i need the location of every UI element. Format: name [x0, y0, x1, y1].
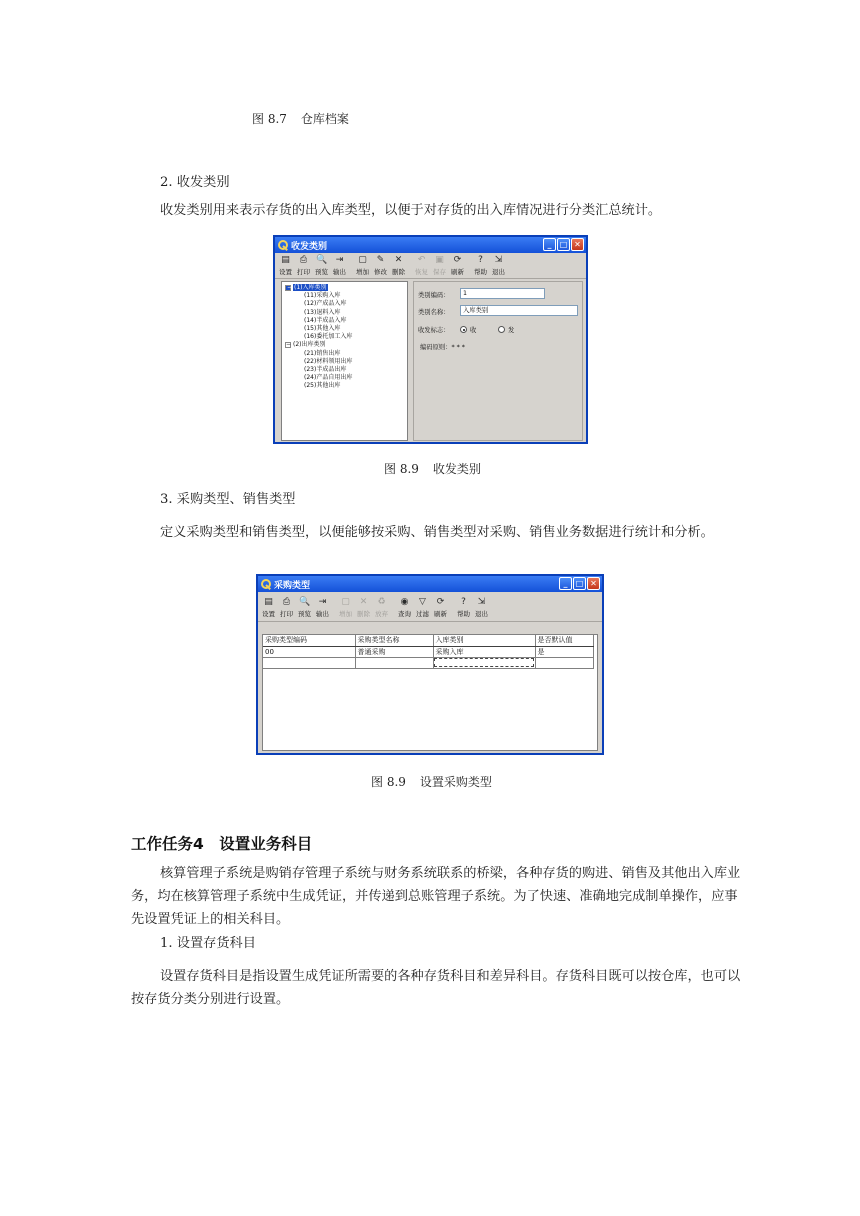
category-name-input[interactable]: 入库类别	[460, 305, 578, 316]
figure-caption-8-9a: 图 8.9 收发类别	[384, 462, 481, 476]
exit-button[interactable]	[490, 255, 507, 276]
undo-icon: ↶	[417, 255, 426, 265]
section-1-body: 设置存货科目是指设置生成凭证所需要的各种存货科目和差异科目。存货科目既可以按仓库，也可以按存货分类分别进行设置。	[131, 969, 741, 1007]
add-icon: ▢	[341, 597, 350, 607]
purchase-type-grid[interactable]	[262, 634, 598, 751]
refresh-icon: ⟳	[453, 255, 462, 265]
refresh-button[interactable]	[449, 255, 466, 276]
tree-item-node[interactable]	[304, 317, 346, 325]
column-header[interactable]: 是否默认值	[535, 635, 593, 646]
table-row[interactable]	[263, 646, 593, 657]
tree-item-node[interactable]	[304, 292, 340, 300]
exit-icon: ⇲	[477, 597, 486, 607]
filter-icon: ▽	[419, 597, 426, 607]
add-button[interactable]	[354, 255, 371, 276]
tree-node-label: (23)半成品出库	[304, 366, 347, 373]
toolbar	[258, 592, 602, 622]
toolbar-button-label: 预览	[315, 268, 328, 276]
preview-button[interactable]	[313, 255, 330, 276]
query-button[interactable]	[396, 597, 413, 618]
toolbar-button-label: 增加	[339, 610, 352, 618]
tree-item-node[interactable]	[304, 382, 340, 390]
task-4-body: 核算管理子系统是购销存管理子系统与财务系统联系的桥梁，各种存货的购进、销售及其他出入库业务，均在核算管理子系统中生成凭证，并传递到总账管理子系统。为了快速、准确地完成制单操作，应事先设置凭证上的相关科目。	[131, 866, 741, 927]
tree-item-node[interactable]	[304, 333, 352, 341]
tree-node-label: (11)采购入库	[304, 292, 341, 300]
toolbar-button-label: 退出	[492, 268, 505, 276]
save-button[interactable]	[431, 255, 448, 276]
print-button[interactable]	[295, 255, 312, 276]
tree-node-label: (16)委托加工入库	[304, 333, 353, 341]
toolbar-button-label: 设置	[262, 610, 275, 618]
export-icon: ⇥	[335, 255, 344, 265]
table-cell[interactable]: 是	[535, 646, 593, 657]
add-button[interactable]	[337, 597, 354, 618]
table-cell[interactable]	[355, 657, 433, 668]
toolbar-button-label: 帮助	[474, 268, 487, 276]
preview-button[interactable]	[296, 597, 313, 618]
export-button[interactable]	[331, 255, 348, 276]
toolbar-button-label: 查询	[398, 610, 411, 618]
help-button[interactable]	[455, 597, 472, 618]
tree-item-node[interactable]	[304, 358, 352, 366]
print-icon: ⎙	[282, 597, 291, 607]
task-4-heading: 工作任务4 设置业务科目	[131, 835, 313, 853]
tree-node-label: (21)销售出库	[304, 349, 341, 357]
column-header[interactable]: 采购类型编码	[263, 635, 355, 646]
maximize-button[interactable]: □	[557, 238, 570, 251]
table-cell[interactable]: 普通采购	[355, 646, 433, 657]
toolbar-button-label: 输出	[316, 610, 329, 618]
collapse-icon[interactable]: −	[286, 341, 292, 349]
section-1-title: 1. 设置存货科目	[160, 936, 256, 951]
exit-button[interactable]	[473, 597, 490, 618]
toolbar-button-label: 修改	[374, 268, 387, 276]
collapse-icon[interactable]: −	[287, 284, 293, 291]
column-header[interactable]: 采购类型名称	[355, 635, 433, 646]
figure-caption-8-9b: 图 8.9 设置采购类型	[371, 775, 492, 789]
preview-icon: 🔍	[316, 255, 328, 265]
tree-item-node[interactable]	[304, 350, 340, 358]
settings-icon: ▤	[281, 255, 290, 265]
toolbar-button-label: 设置	[279, 268, 292, 276]
tree-node-label: (1)入库类别	[294, 284, 327, 291]
tree-node-label: (12)产成品入库	[304, 300, 347, 308]
tree-item-node[interactable]	[304, 374, 352, 382]
minimize-button[interactable]: _	[559, 577, 572, 590]
query-icon: ◉	[400, 597, 409, 607]
tree-item-node[interactable]	[304, 325, 340, 333]
toolbar-button-label: 打印	[297, 268, 310, 276]
table-cell[interactable]	[263, 657, 355, 668]
flag-label: 收发标志：	[418, 327, 450, 334]
exit-icon: ⇲	[494, 255, 503, 265]
column-header[interactable]: 入库类别	[433, 635, 535, 646]
tree-item-node[interactable]	[304, 366, 346, 374]
toolbar-button-label: 删除	[357, 610, 370, 618]
toolbar-button-label: 保存	[433, 268, 446, 276]
toolbar-button-label: 刷新	[434, 610, 447, 618]
grid-header-row	[263, 635, 593, 646]
table-cell[interactable]: 采购入库	[433, 646, 535, 657]
key-icon	[278, 240, 288, 250]
toolbar-button-label: 删除	[392, 268, 405, 276]
window-title: 收发类别	[291, 241, 328, 252]
preview-icon: 🔍	[299, 597, 311, 607]
help-icon: ?	[478, 255, 483, 265]
discard-icon: ♻	[377, 597, 386, 607]
settings-button[interactable]	[260, 597, 277, 618]
receive-send-category-window	[273, 235, 588, 444]
toolbar	[275, 253, 586, 279]
tree-node-label: (13)退料入库	[304, 308, 341, 316]
code-rule-value: * * *	[451, 344, 465, 351]
refresh-button[interactable]	[432, 597, 449, 618]
refresh-icon: ⟳	[436, 597, 445, 607]
discard-button[interactable]	[373, 597, 390, 618]
category-code-label: 类别编码：	[418, 292, 450, 299]
toolbar-button-label: 退出	[475, 610, 488, 618]
tree-item-node[interactable]	[304, 300, 346, 308]
section-2-title: 2. 收发类别	[160, 175, 230, 190]
category-name-label: 类别名称：	[418, 309, 450, 316]
toolbar-button-label: 放弃	[375, 610, 388, 618]
radio-checked-icon	[460, 326, 467, 333]
settings-button[interactable]	[277, 255, 294, 276]
delete-button[interactable]	[355, 597, 372, 618]
toolbar-button-label: 预览	[298, 610, 311, 618]
table-cell[interactable]	[433, 657, 535, 668]
section-3-title: 3. 采购类型、销售类型	[160, 492, 296, 507]
key-icon	[261, 579, 271, 589]
print-button[interactable]	[278, 597, 295, 618]
tree-node-label: (24)产品自用出库	[304, 374, 353, 382]
toolbar-button-label: 刷新	[451, 268, 464, 276]
tree-node-label: (2)出库类别	[293, 341, 326, 349]
tree-group-node[interactable]	[285, 341, 326, 349]
toolbar-button-label: 帮助	[457, 610, 470, 618]
export-icon: ⇥	[318, 597, 327, 607]
toolbar-button-label: 增加	[356, 268, 369, 276]
tree-node-label: (15)其他入库	[304, 325, 341, 332]
toolbar-button-label: 过滤	[416, 610, 429, 618]
minimize-button[interactable]: _	[543, 238, 556, 251]
add-icon: ▢	[358, 255, 367, 265]
radio-unchecked-icon	[498, 326, 505, 333]
table-cell[interactable]: 00	[263, 646, 355, 657]
category-tree[interactable]	[281, 281, 408, 441]
section-2-body: 收发类别用来表示存货的出入库类型，以便于对存货的出入库情况进行分类汇总统计。	[160, 203, 662, 218]
category-form	[413, 281, 583, 441]
table-cell[interactable]	[535, 657, 593, 668]
toolbar-button-label: 输出	[333, 268, 346, 276]
code-rule-label: 编码原则：* * *	[420, 344, 465, 351]
tree-node-label: (25)其他出库	[304, 382, 341, 390]
delete-icon: ✕	[394, 255, 403, 265]
tree-group-node[interactable]	[285, 284, 328, 292]
tree-node-label: (22)材料领用出库	[304, 357, 353, 365]
flag-out-radio[interactable]: 发	[498, 325, 514, 334]
figure-caption-8-7: 图 8.7 仓库档案	[252, 112, 349, 126]
tree-item-node[interactable]	[304, 309, 340, 317]
toolbar-button-label: 恢复	[415, 268, 428, 276]
window-title: 采购类型	[274, 580, 311, 591]
tree-node-label: (14)半成品入库	[304, 316, 347, 324]
save-icon: ▣	[435, 255, 444, 265]
close-button[interactable]: ✕	[587, 577, 600, 590]
edit-button[interactable]	[372, 255, 389, 276]
undo-button[interactable]	[413, 255, 430, 276]
help-button[interactable]	[472, 255, 489, 276]
settings-icon: ▤	[264, 597, 273, 607]
delete-button[interactable]	[390, 255, 407, 276]
maximize-button[interactable]: □	[573, 577, 586, 590]
close-button[interactable]: ✕	[571, 238, 584, 251]
export-button[interactable]	[314, 597, 331, 618]
section-3-body: 定义采购类型和销售类型，以便能够按采购、销售类型对采购、销售业务数据进行统计和分析。	[160, 525, 714, 540]
category-code-input[interactable]: 1	[460, 288, 545, 299]
print-icon: ⎙	[299, 255, 308, 265]
table-row[interactable]	[263, 657, 593, 668]
help-icon: ?	[461, 597, 466, 607]
window-titlebar	[258, 576, 602, 592]
purchase-type-window	[256, 574, 604, 755]
window-titlebar	[275, 237, 586, 253]
toolbar-button-label: 打印	[280, 610, 293, 618]
filter-button[interactable]	[414, 597, 431, 618]
edit-icon: ✎	[376, 255, 385, 265]
delete-icon: ✕	[359, 597, 368, 607]
flag-in-radio[interactable]: 收	[460, 325, 476, 334]
